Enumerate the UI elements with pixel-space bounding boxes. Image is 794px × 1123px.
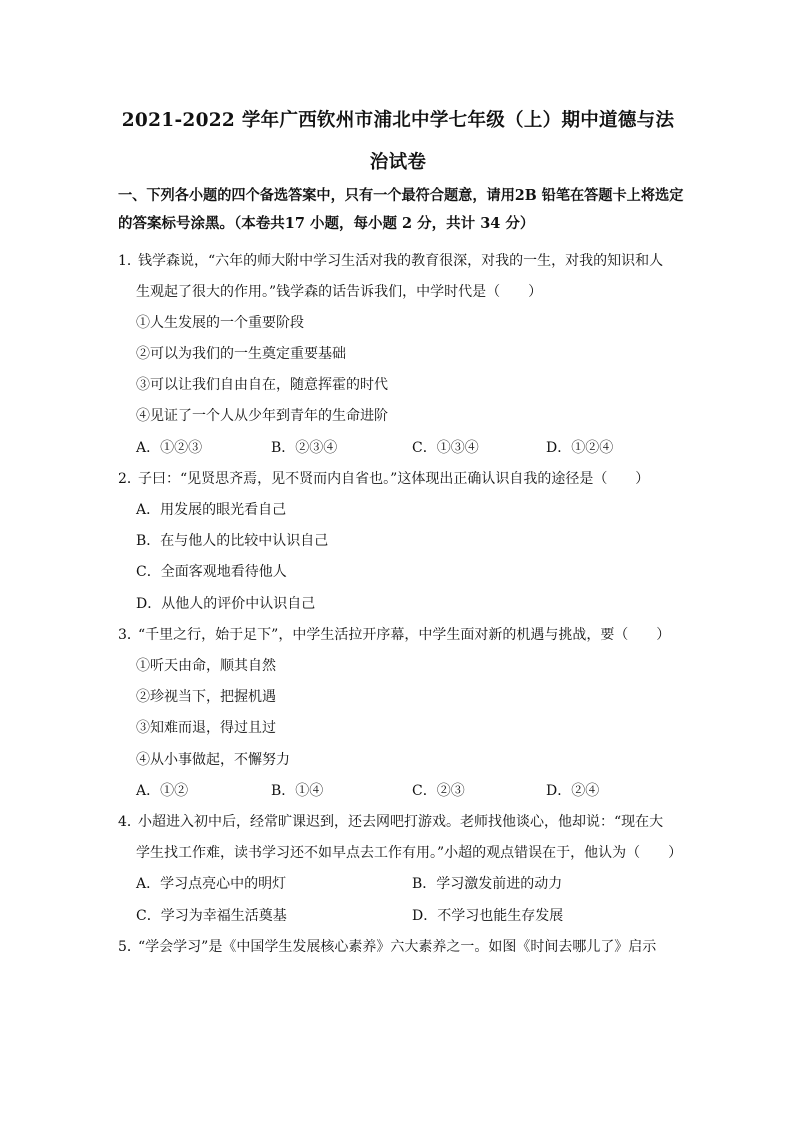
question-stem-line2: 学生找工作难，读书学习还不如早点去工作有用。”小超的观点错误在于，他认为（ ）: [136, 845, 683, 861]
option-d: D．不学习也能生存发展: [412, 908, 564, 924]
question-stem-line1: “千里之行，始于足下”，中学生活拉开序幕，中学生面对新的机遇与挑战，要（ ）: [138, 627, 671, 643]
question-stem-line2: 生观起了很大的作用。”钱学森的话告诉我们，中学时代是（ ）: [136, 284, 543, 300]
statement-item: ④见证了一个人从少年到青年的生命进阶: [136, 408, 388, 424]
option-c: C．学习为幸福生活奠基: [136, 908, 287, 924]
question-number: 3．: [118, 627, 141, 643]
option-a: A．学习点亮心中的明灯: [136, 876, 287, 892]
option-c: C．①③④: [412, 440, 479, 456]
section-heading: [118, 182, 683, 238]
option-d: D．从他人的评价中认识自己: [136, 596, 316, 612]
option-b: B．在与他人的比较中认识自己: [136, 533, 329, 549]
statement-item: ①听天由命，顺其自然: [136, 658, 276, 674]
statement-item: ②可以为我们的一生奠定重要基础: [136, 346, 346, 362]
section-heading-line1: 一、下列各小题的四个备选答案中，只有一个最符合题意，请用2B 铅笔在答题卡上将选定: [118, 187, 684, 204]
question-number: 4．: [118, 814, 141, 830]
exam-title-line2: 治试卷: [369, 152, 427, 173]
option-d: D．①②④: [546, 440, 614, 456]
option-c: C．全面客观地看待他人: [136, 564, 287, 580]
question-stem-line1: 钱学森说，“六年的师大附中学习生活对我的教育很深，对我的一生，对我的知识和人: [138, 253, 664, 269]
question-number: 5．: [118, 939, 141, 955]
option-d: D．②④: [546, 783, 600, 799]
question-stem-line1: “学会学习”是《中国学生发展核心素养》六大素养之一。如图《时间去哪儿了》启示: [138, 939, 657, 955]
statement-item: ③知难而退，得过且过: [136, 720, 276, 736]
option-b: B．学习激发前进的动力: [412, 876, 563, 892]
question-number: 2．: [118, 471, 141, 487]
section-heading-line2: 的答案标号涂黑。（本卷共17 小题，每小题 2 分，共计 34 分）: [118, 215, 535, 232]
question-stem-line1: 小超进入初中后，经常旷课迟到，还去网吧打游戏。老师找他谈心，他却说：“现在大: [138, 814, 664, 830]
option-a: A．①②③: [136, 440, 203, 456]
option-a: A．①②: [136, 783, 189, 799]
statement-item: ①人生发展的一个重要阶段: [136, 315, 304, 331]
option-b: B．①④: [271, 783, 324, 799]
option-b: B．②③④: [271, 440, 338, 456]
statement-item: ②珍视当下，把握机遇: [136, 689, 276, 705]
question-stem-line1: 子曰：“见贤思齐焉，见不贤而内自省也。”这体现出正确认识自我的途径是（ ）: [138, 471, 650, 487]
exam-title-line1: 2021-2022 学年广西钦州市浦北中学七年级（上）期中道德与法: [121, 110, 675, 131]
option-a: A．用发展的眼光看自己: [136, 502, 287, 518]
statement-item: ③可以让我们自由自在，随意挥霍的时代: [136, 377, 388, 393]
question-number: 1．: [118, 253, 141, 269]
option-c: C．②③: [412, 783, 465, 799]
statement-item: ④从小事做起，不懈努力: [136, 752, 290, 768]
